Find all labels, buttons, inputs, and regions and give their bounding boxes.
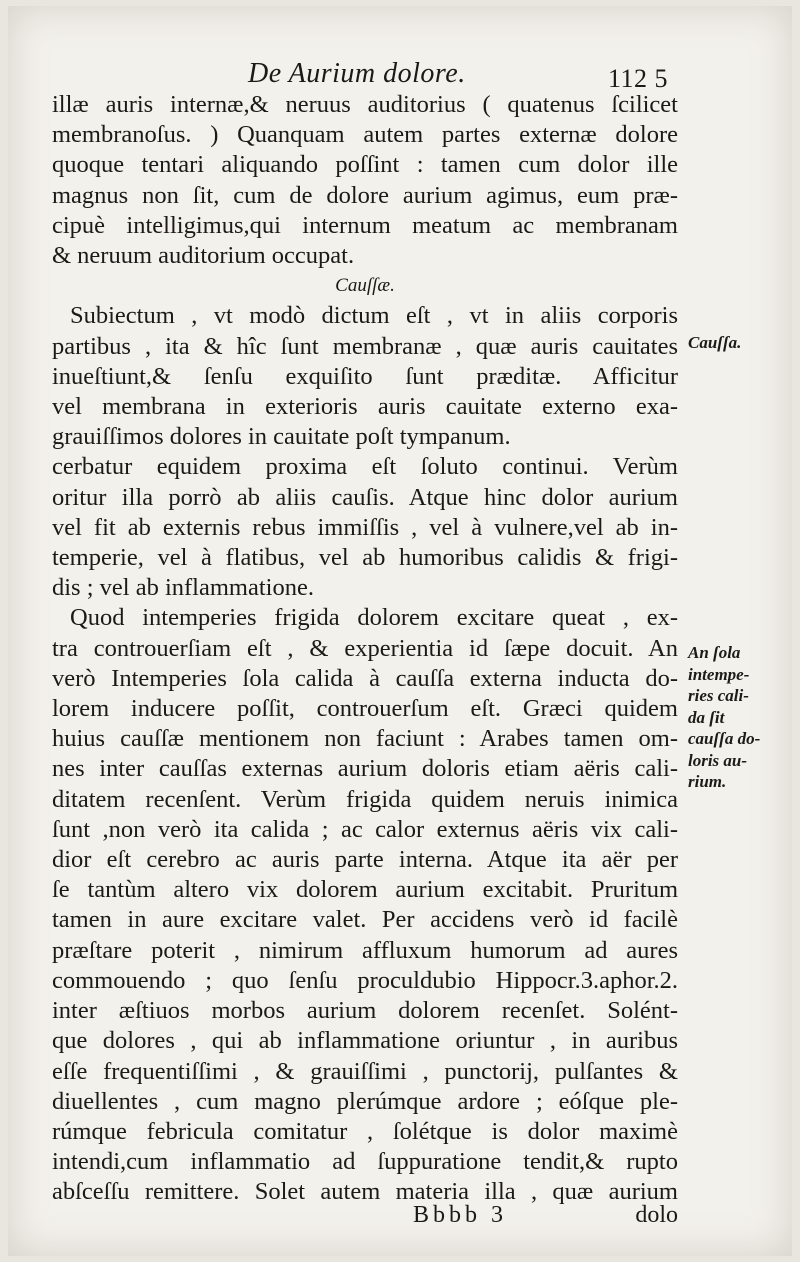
text-line: vel fit ab externis rebus immiſſis , vel à vulnere,vel ab in- (52, 513, 678, 541)
text-line: Subiectum , vt modò dictum eſt , vt in aliis corporis (70, 302, 678, 330)
marginal-note-line: loris au- (688, 750, 748, 770)
text-line: que dolores , qui ab inflammatione oriuntur , in auribus (52, 1027, 678, 1055)
main-text-block (52, 90, 678, 1208)
catchword: dolo (635, 1202, 678, 1228)
marginal-note-line: ries cali- (688, 686, 749, 705)
text-line: intendi,cum inflammatio ad ſuppuratione tendit,& rupto (52, 1148, 678, 1176)
text-line: commouendo ; quo ſenſu proculdubio Hippocr.3.aphor.2. (52, 966, 678, 994)
page-number: 112 5 (607, 64, 668, 93)
text-line: ſunt ,non verò ita calida ; ac calor externus aëris vix cali- (52, 815, 678, 843)
text-line: nes inter cauſſas externas aurium doloris etiam aëris cali- (52, 755, 678, 783)
text-line: diuellentes , cum magno plerúmque ardore ; eóſque ple- (52, 1087, 678, 1115)
marginal-note-question (688, 642, 798, 793)
text-line: abſceſſu remittere. Solet autem materia illa , quæ aurium (52, 1178, 678, 1206)
page-footer (413, 1202, 678, 1229)
text-line: & neruum auditorium occupat. (52, 242, 355, 270)
text-line: tra controuerſiam eſt , & experientia id ſæpe docuit. An (52, 634, 678, 662)
text-line: oritur illa porrò ab aliis cauſis. Atque hinc dolor aurium (52, 483, 678, 511)
text-line: inueſtiunt,& ſenſu exquiſito ſunt præditæ. Afficitur (52, 362, 678, 390)
text-line: Quod intemperies frigida dolorem excitare queat , ex- (70, 604, 678, 632)
marginal-note-causae (688, 332, 798, 354)
text-line: dis ; vel ab inflammatione. (52, 574, 314, 602)
text-line: magnus non ſit, cum de dolore aurium agimus, eum præ- (52, 181, 678, 209)
text-line: temperie, vel à flatibus, vel ab humoribus calidis & frigi- (52, 544, 678, 572)
text-line: cerbatur equidem proxima eſt ſoluto continui. Verùm (52, 453, 678, 481)
running-header (248, 58, 668, 93)
text-line: verò Intemperies ſola calida à cauſſa externa inducta do- (52, 664, 678, 692)
text-line: partibus , ita & hîc ſunt membranæ , quæ auris cauitates (52, 332, 678, 360)
text-line: rúmque febricula comitatur , ſolétque is dolor maximè (52, 1117, 678, 1145)
text-line: membranoſus. ) Quanquam autem partes externæ dolore (52, 121, 678, 149)
book-page (8, 6, 792, 1256)
marginal-note-line: An ſola (688, 643, 741, 662)
text-line: inter æſtiuos morbos aurium dolorem recenſet. Solént- (52, 997, 678, 1025)
text-line: vel membrana in exterioris auris cauitate externo exa- (52, 393, 678, 421)
text-line: tamen in aure excitare valet. Per accidens verò id facilè (52, 906, 678, 934)
running-title: De Aurium dolore. (248, 58, 466, 89)
section-heading: Cauſſæ. (335, 275, 395, 297)
text-line: ditatem recenſent. Verùm frigida quidem neruis inimica (52, 785, 678, 813)
text-line: grauiſſimos dolores in cauitate poſt tympanum. (52, 423, 511, 451)
marginal-note-line: cauſſa do- (688, 729, 761, 748)
text-line: dior eſt cerebro ac auris parte interna. Atque ita aër per (52, 846, 678, 874)
text-line: huius cauſſæ mentionem non faciunt : Arabes tamen om- (52, 725, 678, 753)
text-line: lorem inducere poſſit, controuerſum eſt. Græci quidem (52, 695, 678, 723)
marginal-note-line: da ſit (688, 707, 725, 727)
marginal-note-line: intempe- (688, 664, 750, 684)
text-line: eſſe frequentiſſimi , & grauiſſimi , punctorij, pulſantes & (52, 1057, 678, 1085)
text-line: ſe tantùm altero vix dolorem aurium excitabit. Pruritum (52, 876, 678, 904)
signature-mark: Bbbb 3 (413, 1202, 508, 1228)
text-line: cipuè intelligimus,qui internum meatum ac membranam (52, 211, 678, 239)
marginal-note-line: rium. (688, 772, 727, 791)
text-line: præſtare poterit , nimirum affluxum humorum ad aures (52, 936, 678, 964)
marginal-note-text: Cauſſa. (688, 333, 742, 352)
text-line: quoque tentari aliquando poſſint : tamen cum dolor ille (52, 151, 678, 179)
text-line: illæ auris internæ,& neruus auditorius ( quatenus ſcilicet (52, 91, 678, 118)
